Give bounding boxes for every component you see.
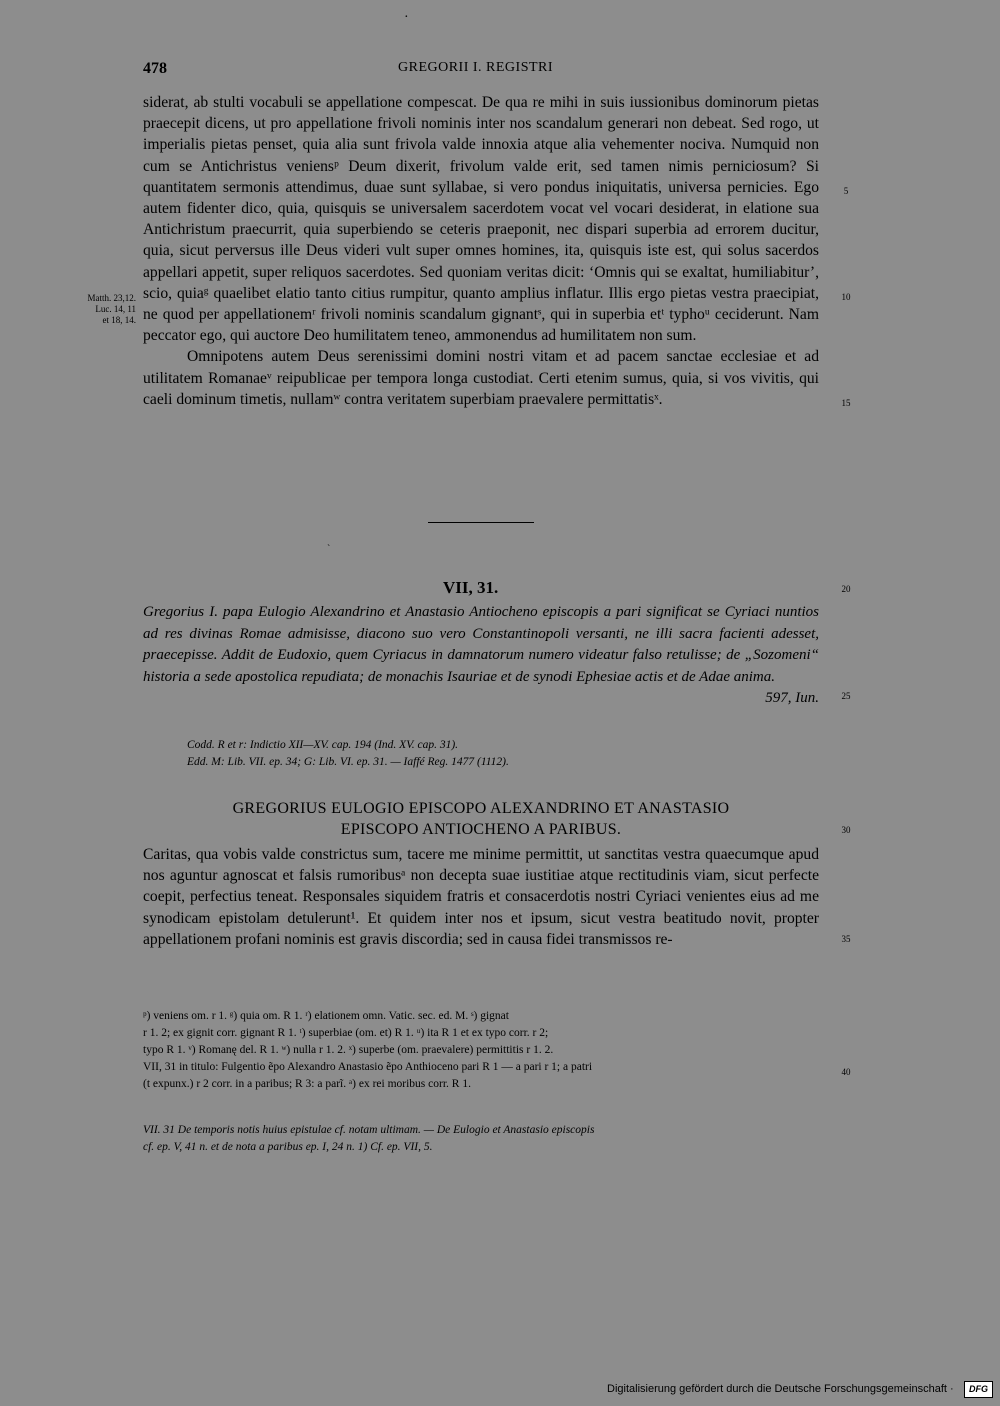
footnote-line: typo R 1. ᵛ) Romanę del. R 1. ʷ) nulla r 1. 2. ˣ) superbe (om. praevalere) permittitis r 1. 2. bbox=[143, 1044, 554, 1056]
letter-summary bbox=[143, 602, 819, 710]
footnote-line: VII, 31 in titulo: Fulgentio ẽpo Alexandro Anastasio ẽpo Anthioceno pari R 1 — a pari r 1; a patri bbox=[143, 1061, 593, 1073]
line-number: 15 bbox=[841, 398, 851, 408]
line-number: 40 bbox=[841, 1067, 851, 1077]
letter-text bbox=[143, 844, 819, 950]
section-divider bbox=[428, 522, 534, 523]
digitization-credit: Digitalisierung gefördert durch die Deutsche Forschungsgemeinschaft · bbox=[607, 1383, 954, 1395]
line-number: 10 bbox=[841, 292, 851, 302]
page-number: 478 bbox=[143, 60, 167, 77]
title-line-2: EPISCOPO ANTIOCHENO A PARIBUS. bbox=[340, 821, 622, 838]
dfg-logo: DFG bbox=[964, 1381, 993, 1398]
apparatus-footnotes bbox=[143, 1008, 819, 1093]
margin-ref-luke: Luc. 14, 11 bbox=[95, 304, 136, 314]
divider-mark: ` bbox=[327, 544, 331, 555]
footnote-line: (t expunx.) r 2 corr. in a paribus; R 3: a parĩ. ᵃ) ex rei moribus corr. R 1. bbox=[143, 1078, 471, 1090]
summary-text: Gregorius I. papa Eulogio Alexandrino et Anastasio Antiocheno episcopis a pari significat se Cyriaci nuntios ad res divinas Romae admisisse, diacono suo vero Constantinopoli versanti, ne illi sacra facienti adesset, praecepisse. Addit de Eudoxio, quem Cyriacus in damnatorum numero videatur falso retulisse; de „Sozomeni“ historia a sede apostolica repudiata; de monachis Isauriae et de synodi Ephesiae actis et de Adae anima. bbox=[143, 604, 819, 685]
line-number: 20 bbox=[841, 584, 851, 594]
letter-title bbox=[143, 798, 819, 840]
letter-paragraph: Caritas, qua vobis valde constrictus sum, tacere me minime permittit, ut sanctitas vestra quaecumque apud nos aguntur agnoscat et falsis rumoribusᵃ non decepta suae iustitiae atque rectitudinis viam, sicut perfecte coepit, perfectius teneat. Responsales siquidem fratris et consacerdotis nostri Cyriaci venientes eius ad me synodicam epistolam detulerunt¹. Et quidem inter nos et ipsum, sicut vestra beatitudo novit, propter appellationem profani nominis est gravis discordia; sed in causa fidei transmissos re- bbox=[143, 846, 819, 948]
margin-ref-luke-2: et 18, 14. bbox=[102, 315, 136, 325]
line-number: 35 bbox=[841, 934, 851, 944]
top-mark: · bbox=[404, 10, 409, 25]
main-text bbox=[143, 92, 819, 410]
letter-number: VII, 31. bbox=[443, 578, 499, 597]
editions-line: Edd. M: Lib. VII. ep. 34; G: Lib. VI. ep. 31. — Iaffé Reg. 1477 (1112). bbox=[187, 756, 509, 768]
marginal-references bbox=[74, 293, 136, 326]
footnote-line: ᵖ) veniens om. r 1. ᵍ) quia om. R 1. ʳ) elationem omn. Vatic. sec. ed. M. ˢ) gignat bbox=[143, 1010, 509, 1022]
commentary-notes bbox=[143, 1122, 819, 1156]
footnote-line: r 1. 2; ex gignit corr. gignant R 1. ᵗ) superbiae (om. et) R 1. ᵘ) ita R 1 et ex typo corr. r 2; bbox=[143, 1027, 549, 1039]
running-head: GREGORII I. REGISTRI bbox=[398, 60, 554, 75]
line-number: 25 bbox=[841, 691, 851, 701]
line-number: 5 bbox=[843, 186, 849, 196]
codices-line: Codd. R et r: Indictio XII—XV. cap. 194 (Ind. XV. cap. 31). bbox=[187, 739, 459, 751]
manuscript-info bbox=[187, 737, 819, 771]
paragraph-2: Omnipotens autem Deus serenissimi domini nostri vitam et ad pacem sanctae ecclesiae et ad utilitatem Romanaeᵛ reipublicae per tempora longa custodiat. Certi etenim sumus, quia, si vos vivitis, qui caeli dominum timetis, nullamʷ contra veritatem superbiam praevalere permittatisˣ. bbox=[143, 348, 819, 408]
line-number: 30 bbox=[841, 825, 851, 835]
title-line-1: GREGORIUS EULOGIO EPISCOPO ALEXANDRINO ET ANASTASIO bbox=[232, 800, 730, 817]
note-line: cf. ep. V, 41 n. et de nota a paribus ep. I, 24 n. 1) Cf. ep. VII, 5. bbox=[143, 1141, 433, 1153]
margin-ref-matthew: Matth. 23,12. bbox=[87, 293, 136, 303]
note-line: VII. 31 De temporis notis huius epistulae cf. notam ultimam. — De Eulogio et Anastasio episcopis bbox=[143, 1124, 595, 1136]
letter-date: 597, Iun. bbox=[765, 690, 819, 706]
paragraph-1: siderat, ab stulti vocabuli se appellatione compescat. De qua re mihi in suis iussionibus dominorum pietas praecepit dicens, ut pro appellatione frivoli nominis inter nos scandalum generari non debeat. Sed rogo, ut imperialis pietas penset, quia alia sunt frivola valde innoxia atque alia vehementer nociva. Numquid non cum se Antichristus veniensᵖ Deum dixerit, frivolum valde erit, sed tamen nimis perniciosum? Si quantitatem sermonis attendimus, duae sunt syllabae, si vero pondus iniquitatis, universa pernicies. Ego autem fidenter dico, quia, quisquis se universalem sacerdotem vocat vel vocari desiderat, in elatione sua Antichristum praecurrit, quia superbiendo se ceteris praeponit, nec dispari superbia ad errorem ducitur, quia, sicut perversus ille Deus videri vult super omnes homines, ita, quisquis iste est, qui solus sacerdos appellari appetit, super reliquos sacerdotes. Sed quoniam veritas dicit: ‘Omnis qui se exaltat, humiliabitur’, scio, quiaᵍ quaelibet elatio tanto citius rumpitur, quanto amplius inflatur. Illis ergo pietas vestra praecipiat, ne quod per appellationemʳ frivoli nominis scandalum gignantˢ, qui in superbia etᵗ typhoᵘ ceciderunt. Nam peccator ego, qui auctore Deo humilitatem teneo, ammonendus ad humilitatem non sum. bbox=[143, 94, 819, 345]
